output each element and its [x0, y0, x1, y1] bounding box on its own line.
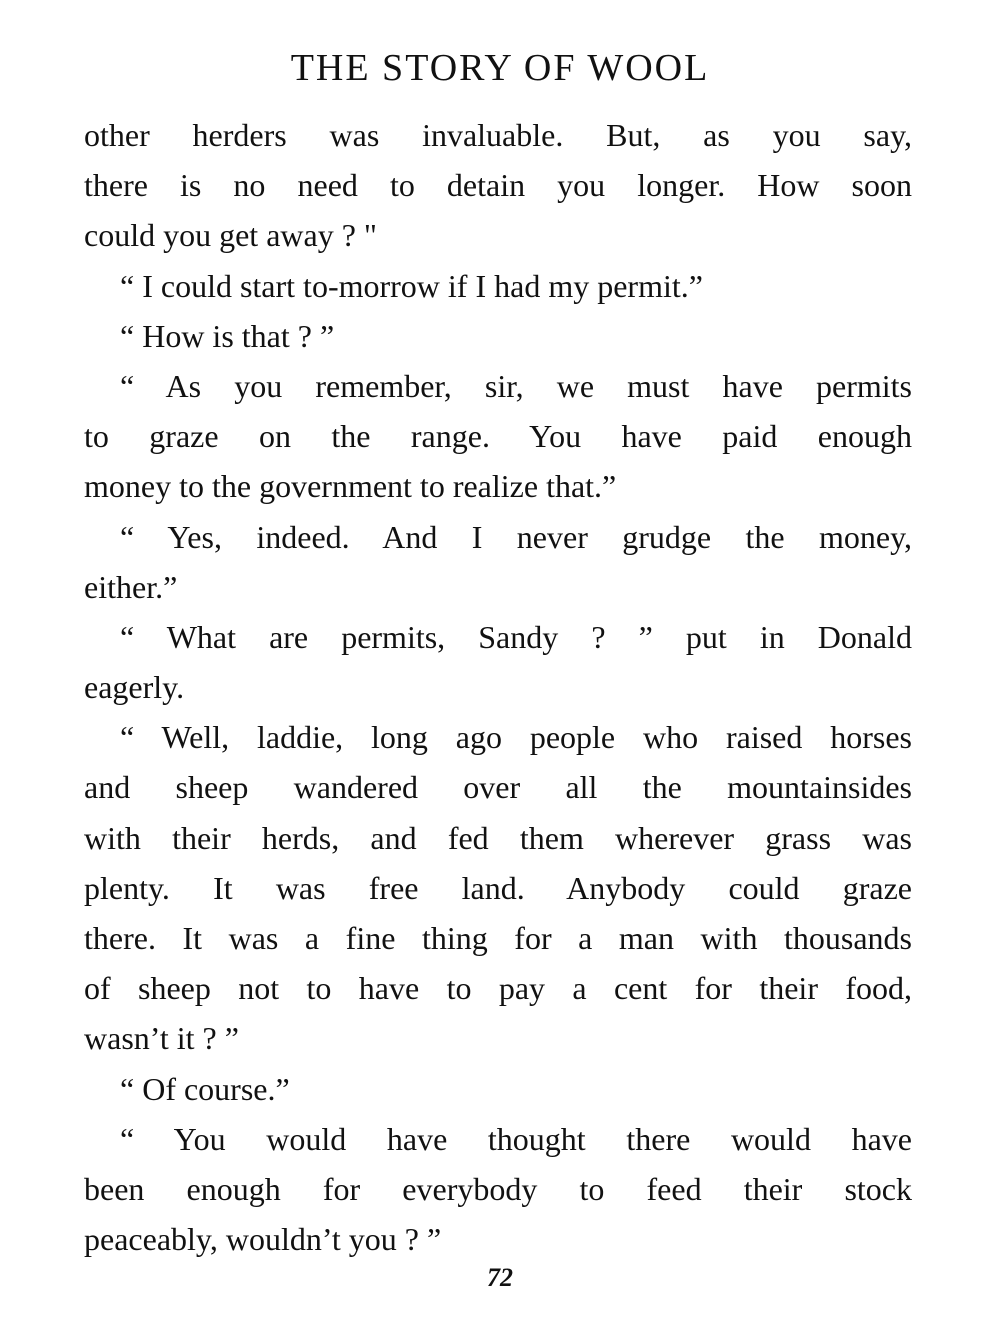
text-line: wasn’t it ? ” [84, 1020, 239, 1057]
text-line: and sheep wandered over all the mountainsides [84, 769, 912, 806]
text-line: “ Well, laddie, long ago people who raised horses [120, 719, 912, 756]
text-line: with their herds, and fed them wherever grass was [84, 819, 912, 856]
text-line: money to the government to realize that.” [84, 468, 617, 505]
text-line: to graze on the range. You have paid enough [84, 418, 912, 455]
text-line: there is no need to detain you longer. How soon [84, 167, 912, 204]
text-line: “ Yes, indeed. And I never grudge the money, [120, 518, 912, 555]
text-line: plenty. It was free land. Anybody could graze [84, 869, 912, 906]
page-number: 72 [487, 1263, 513, 1292]
text-line: peaceably, wouldn’t you ? ” [84, 1221, 442, 1258]
text-line: could you get away ? " [84, 217, 377, 254]
text-line: been enough for everybody to feed their stock [84, 1170, 912, 1207]
body-text [84, 110, 912, 1264]
text-line: “ As you remember, sir, we must have permits [120, 367, 912, 404]
text-line: “ Of course.” [120, 1070, 290, 1107]
text-line: “ I could start to-morrow if I had my permit.” [120, 267, 703, 304]
text-line: of sheep not to have to pay a cent for their food, [84, 970, 912, 1007]
text-line: there. It was a fine thing for a man with thousands [84, 920, 912, 956]
text-line: eagerly. [84, 669, 185, 706]
text-line: either.” [84, 568, 178, 605]
text-line: “ How is that ? ” [120, 317, 335, 354]
text-line: “ What are permits, Sandy ? ” put in Donald [120, 618, 912, 655]
text-line: other herders was invaluable. But, as you say, [84, 117, 912, 153]
text-line: “ You would have thought there would have [120, 1120, 912, 1157]
running-head: THE STORY OF WOOL [290, 47, 710, 89]
